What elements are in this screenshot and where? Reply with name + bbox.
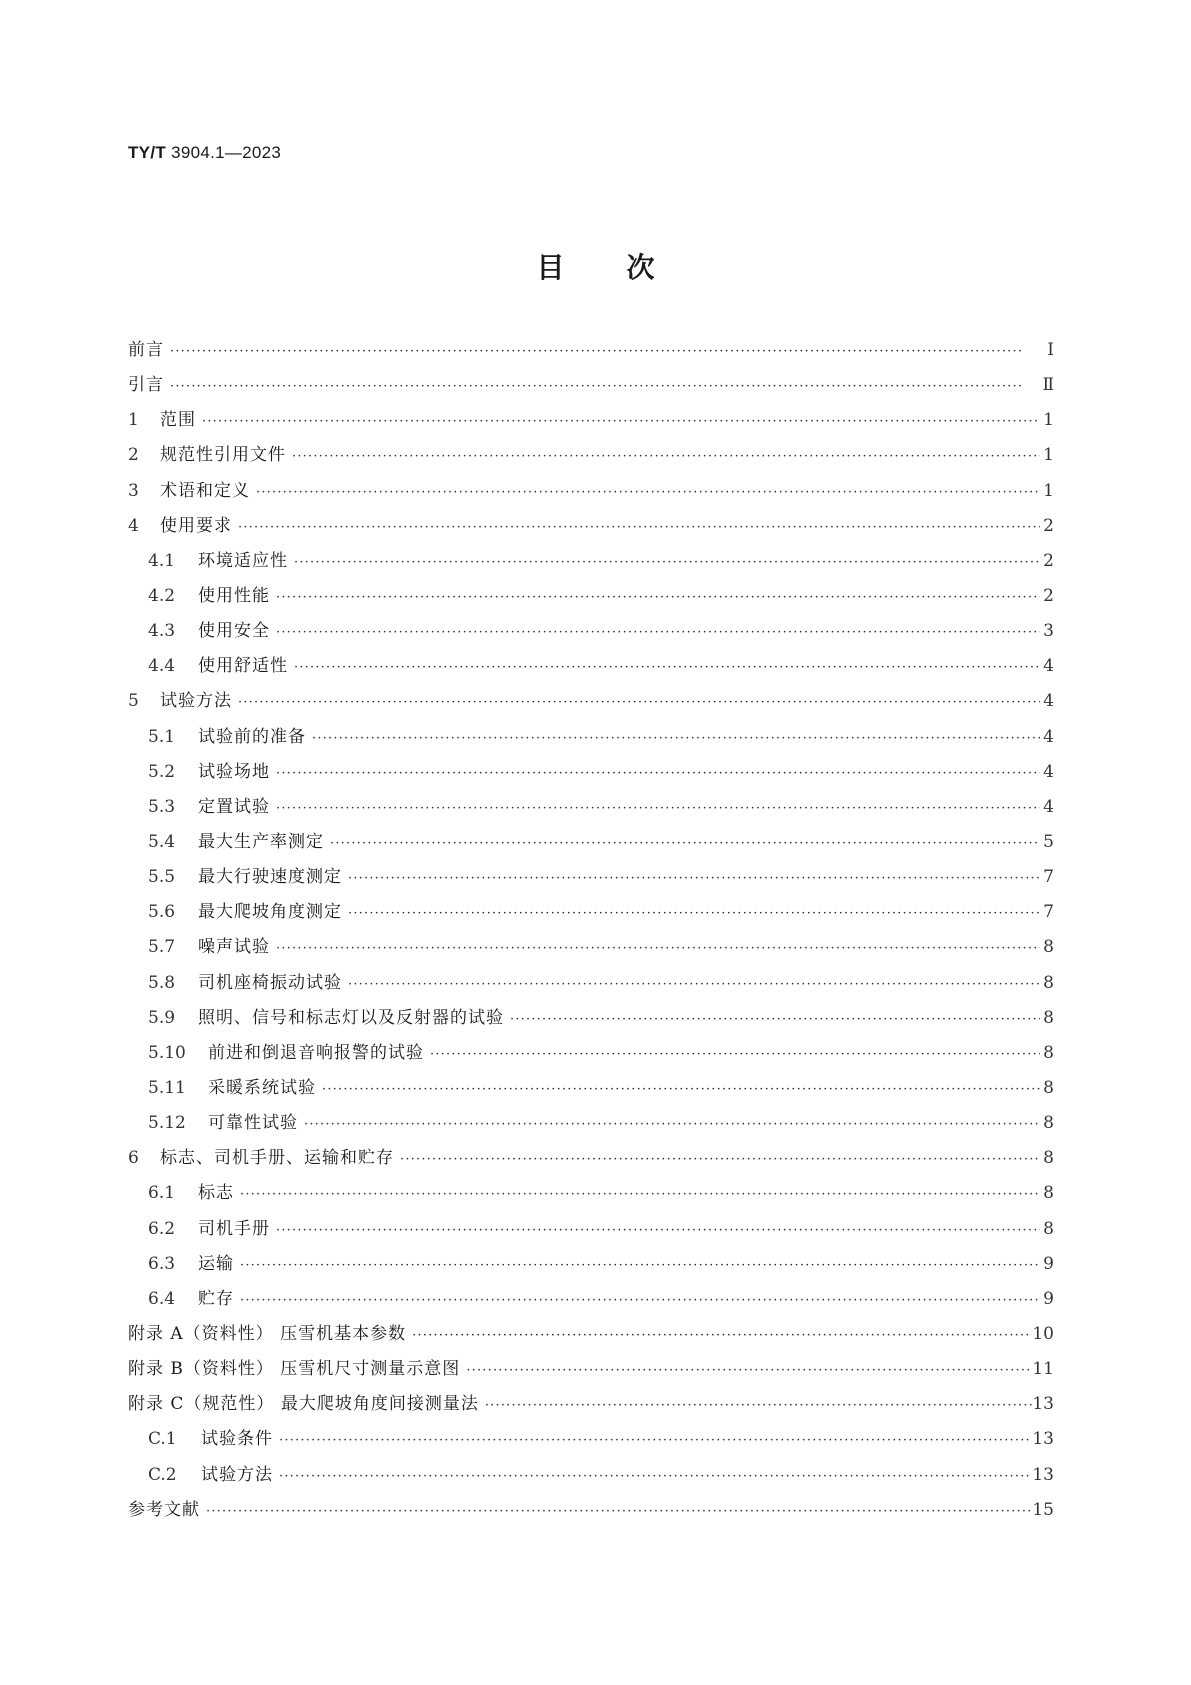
toc-entry-page: 4 — [1043, 656, 1054, 677]
toc-entry-page: 13 — [1032, 1394, 1054, 1415]
toc-entry[interactable] — [128, 831, 1054, 866]
toc-entry-number: 5.10 — [148, 1042, 186, 1063]
toc-entry-label: 前言 — [128, 340, 164, 360]
toc-entry-page: 3 — [1043, 621, 1054, 642]
toc-entry-number: 4.2 — [148, 585, 176, 606]
toc-entry-number: 5.5 — [148, 867, 176, 888]
standard-code — [128, 143, 281, 163]
toc-entry-page: 9 — [1043, 1253, 1054, 1274]
toc-entry-page: 8 — [1043, 1077, 1054, 1098]
toc-entry[interactable] — [128, 972, 1054, 1007]
toc-entry-number: 6 — [128, 1148, 139, 1169]
toc-entry-page: 4 — [1043, 691, 1054, 712]
toc-entry-number: 4 — [128, 515, 139, 536]
toc-leader-dots — [238, 692, 1040, 714]
toc-entry-number: 4.4 — [148, 656, 176, 677]
toc-leader-dots — [276, 938, 1040, 960]
toc-entry-label: 标志、司机手册、运输和贮存 — [160, 1148, 394, 1169]
toc-leader-dots — [292, 446, 1040, 468]
toc-entry-label: 参考文献 — [128, 1499, 200, 1520]
toc-entry-label: 噪声试验 — [198, 937, 270, 958]
toc-entry[interactable] — [128, 1112, 1054, 1147]
toc-leader-dots — [294, 657, 1040, 679]
toc-leader-dots — [510, 1009, 1040, 1031]
toc-leader-dots — [294, 552, 1040, 574]
toc-leader-dots — [276, 1220, 1040, 1242]
toc-entry-label: 使用安全 — [198, 621, 270, 642]
toc-entry[interactable] — [128, 1358, 1054, 1393]
toc-entry-page: 8 — [1043, 972, 1054, 993]
toc-entry[interactable] — [128, 1499, 1054, 1534]
toc-leader-dots — [304, 1114, 1040, 1136]
toc-entry-page: 4 — [1043, 761, 1054, 782]
toc-entry-label: 附录 C（规范性） 最大爬坡角度间接测量法 — [128, 1394, 479, 1415]
toc-entry[interactable] — [128, 515, 1054, 550]
toc-entry-label: 试验方法 — [160, 691, 232, 712]
toc-entry-number: 3 — [128, 480, 139, 501]
toc-entry[interactable] — [128, 726, 1054, 761]
toc-leader-dots — [348, 868, 1040, 890]
toc-entry-page: 4 — [1043, 726, 1054, 747]
toc-entry-number: 5.9 — [148, 1007, 176, 1028]
toc-entry-label: 试验条件 — [201, 1429, 273, 1450]
toc-entry[interactable] — [128, 796, 1054, 831]
toc-leader-dots — [466, 1360, 1032, 1382]
toc-entry-number: 6.3 — [148, 1253, 176, 1274]
toc-leader-dots — [348, 974, 1040, 996]
toc-entry-page: 1 — [1043, 410, 1054, 431]
toc-entry-page: 8 — [1043, 1042, 1054, 1063]
toc-leader-dots — [412, 1325, 1032, 1347]
toc-entry-label: 试验场地 — [198, 761, 270, 782]
toc-entry-page: 8 — [1043, 1148, 1054, 1169]
toc-entry-number: 6.2 — [148, 1218, 176, 1239]
standard-code-prefix: TY/T — [128, 143, 167, 162]
toc-entry-label: 前进和倒退音响报警的试验 — [208, 1042, 424, 1063]
toc-entry[interactable] — [128, 1253, 1054, 1288]
toc-entry-number: 2 — [128, 445, 139, 466]
toc-entry[interactable] — [128, 1288, 1054, 1323]
toc-entry-page: 2 — [1043, 585, 1054, 606]
toc-entry-label: 试验前的准备 — [198, 726, 306, 747]
toc-entry-label: 使用要求 — [160, 515, 232, 536]
toc-entry-page: 7 — [1043, 902, 1054, 923]
toc-entry[interactable] — [128, 1147, 1054, 1182]
toc-entry-label: 范围 — [160, 410, 196, 431]
toc-entry-page: 10 — [1032, 1323, 1054, 1344]
toc-entry-number: 5.8 — [148, 972, 176, 993]
toc-entry-page: 1 — [1043, 445, 1054, 466]
toc-entry-label: 附录 A（资料性） 压雪机基本参数 — [128, 1323, 407, 1344]
toc-entry-number: 5.3 — [148, 796, 176, 817]
toc-entry-page: 8 — [1043, 1183, 1054, 1204]
toc-leader-dots — [400, 1149, 1040, 1171]
toc-leader-dots — [240, 1290, 1040, 1312]
toc-entry[interactable] — [128, 761, 1054, 796]
toc-entry-number: 6.1 — [148, 1183, 176, 1204]
toc-leader-dots — [348, 903, 1040, 925]
toc-entry-number: 1 — [128, 410, 139, 431]
toc-entry[interactable] — [128, 1393, 1054, 1428]
toc-leader-dots — [322, 1079, 1040, 1101]
toc-entry-page: 9 — [1043, 1288, 1054, 1309]
toc-leader-dots — [170, 376, 1040, 398]
toc-entry-label: 使用舒适性 — [198, 656, 288, 677]
toc-entry-label: 采暖系统试验 — [208, 1077, 316, 1098]
page-title: 目次 — [536, 251, 717, 284]
toc-entry[interactable] — [128, 620, 1054, 655]
toc-entry-number: 5.7 — [148, 937, 176, 958]
toc-entry-label: 司机手册 — [198, 1218, 270, 1239]
toc-entry[interactable] — [128, 1042, 1054, 1077]
toc-entry-number: 4.3 — [148, 621, 176, 642]
toc-leader-dots — [276, 587, 1040, 609]
toc-entry-label: 贮存 — [198, 1288, 234, 1309]
toc-entry[interactable] — [128, 550, 1054, 585]
toc-entry-label: 试验方法 — [201, 1464, 273, 1485]
toc-entry-label: 使用性能 — [198, 585, 270, 606]
toc-entry[interactable] — [128, 585, 1054, 620]
toc-entry[interactable] — [128, 866, 1054, 901]
toc-entry[interactable] — [128, 409, 1054, 444]
toc-entry-number: C.2 — [148, 1464, 177, 1485]
toc-entry-label: 最大爬坡角度测定 — [198, 902, 342, 923]
toc-entry[interactable] — [128, 374, 1054, 409]
toc-leader-dots — [240, 1184, 1040, 1206]
toc-entry-page: 8 — [1043, 1218, 1054, 1239]
toc-entry-page: 7 — [1043, 867, 1054, 888]
toc-entry-number: C.1 — [148, 1429, 177, 1450]
toc-leader-dots — [276, 763, 1040, 785]
toc-entry[interactable] — [128, 690, 1054, 725]
toc-entry-label: 规范性引用文件 — [160, 445, 286, 466]
toc-entry[interactable] — [128, 339, 1054, 374]
toc-entry-page: 13 — [1032, 1429, 1054, 1450]
toc-entry-page: Ⅱ — [1042, 375, 1054, 396]
toc-leader-dots — [279, 1466, 1032, 1488]
toc-entry-page: 15 — [1032, 1499, 1054, 1520]
toc-entry-label: 环境适应性 — [198, 550, 288, 571]
toc-entry-number: 5 — [128, 691, 139, 712]
toc-entry-page: 8 — [1043, 1113, 1054, 1134]
toc-entry-page: 4 — [1043, 796, 1054, 817]
toc-entry[interactable] — [128, 1218, 1054, 1253]
toc-entry-page: 8 — [1043, 937, 1054, 958]
standard-code-number: 3904.1—2023 — [171, 143, 282, 162]
toc-leader-dots — [256, 482, 1040, 504]
toc-entry[interactable] — [128, 901, 1054, 936]
toc-entry-number: 5.12 — [148, 1113, 186, 1134]
toc-entry-page: 1 — [1043, 480, 1054, 501]
toc-entry[interactable] — [128, 655, 1054, 690]
toc-entry-label: 附录 B（资料性） 压雪机尺寸测量示意图 — [128, 1359, 461, 1380]
toc-leader-dots — [276, 798, 1040, 820]
toc-entry[interactable] — [128, 1182, 1054, 1217]
toc-entry-page: 11 — [1032, 1359, 1054, 1380]
toc-leader-dots — [485, 1395, 1033, 1417]
toc-entry[interactable] — [128, 480, 1054, 515]
toc-entry[interactable] — [128, 1007, 1054, 1042]
toc-entry-number: 6.4 — [148, 1288, 176, 1309]
toc-entry-label: 术语和定义 — [160, 480, 250, 501]
toc-leader-dots — [170, 341, 1040, 363]
toc-entry[interactable] — [128, 444, 1054, 479]
toc-leader-dots — [276, 622, 1040, 644]
toc-leader-dots — [238, 517, 1040, 539]
toc-leader-dots — [330, 833, 1040, 855]
toc-entry[interactable] — [128, 1428, 1054, 1463]
toc-entry-label: 引言 — [128, 375, 164, 396]
toc-entry-label: 运输 — [198, 1253, 234, 1274]
toc-entry-number: 5.2 — [148, 761, 176, 782]
toc-entry[interactable] — [128, 1464, 1054, 1499]
toc-leader-dots — [240, 1255, 1040, 1277]
toc-entry-number: 5.4 — [148, 831, 176, 852]
toc-entry-number: 5.1 — [148, 726, 176, 747]
table-of-contents — [128, 339, 1054, 1534]
toc-entry-label: 照明、信号和标志灯以及反射器的试验 — [198, 1007, 504, 1028]
toc-entry-label: 最大行驶速度测定 — [198, 867, 342, 888]
toc-entry-page: 8 — [1043, 1007, 1054, 1028]
toc-entry-number: 5.6 — [148, 902, 176, 923]
toc-leader-dots — [279, 1430, 1032, 1452]
toc-entry-label: 司机座椅振动试验 — [198, 972, 342, 993]
toc-entry[interactable] — [128, 1077, 1054, 1112]
toc-entry-page: Ⅰ — [1047, 340, 1054, 360]
toc-entry-page: 2 — [1043, 550, 1054, 571]
toc-entry[interactable] — [128, 1323, 1054, 1358]
toc-entry-label: 标志 — [198, 1183, 234, 1204]
toc-leader-dots — [430, 1044, 1040, 1066]
toc-entry-page: 5 — [1043, 831, 1054, 852]
toc-leader-dots — [202, 411, 1040, 433]
toc-entry-label: 可靠性试验 — [208, 1113, 298, 1134]
toc-entry-number: 4.1 — [148, 550, 176, 571]
toc-entry[interactable] — [128, 936, 1054, 971]
toc-entry-page: 2 — [1043, 515, 1054, 536]
toc-entry-label: 定置试验 — [198, 796, 270, 817]
toc-entry-number: 5.11 — [148, 1077, 186, 1098]
toc-leader-dots — [206, 1501, 1032, 1523]
toc-entry-page: 13 — [1032, 1464, 1054, 1485]
toc-leader-dots — [312, 728, 1040, 750]
toc-entry-label: 最大生产率测定 — [198, 831, 324, 852]
